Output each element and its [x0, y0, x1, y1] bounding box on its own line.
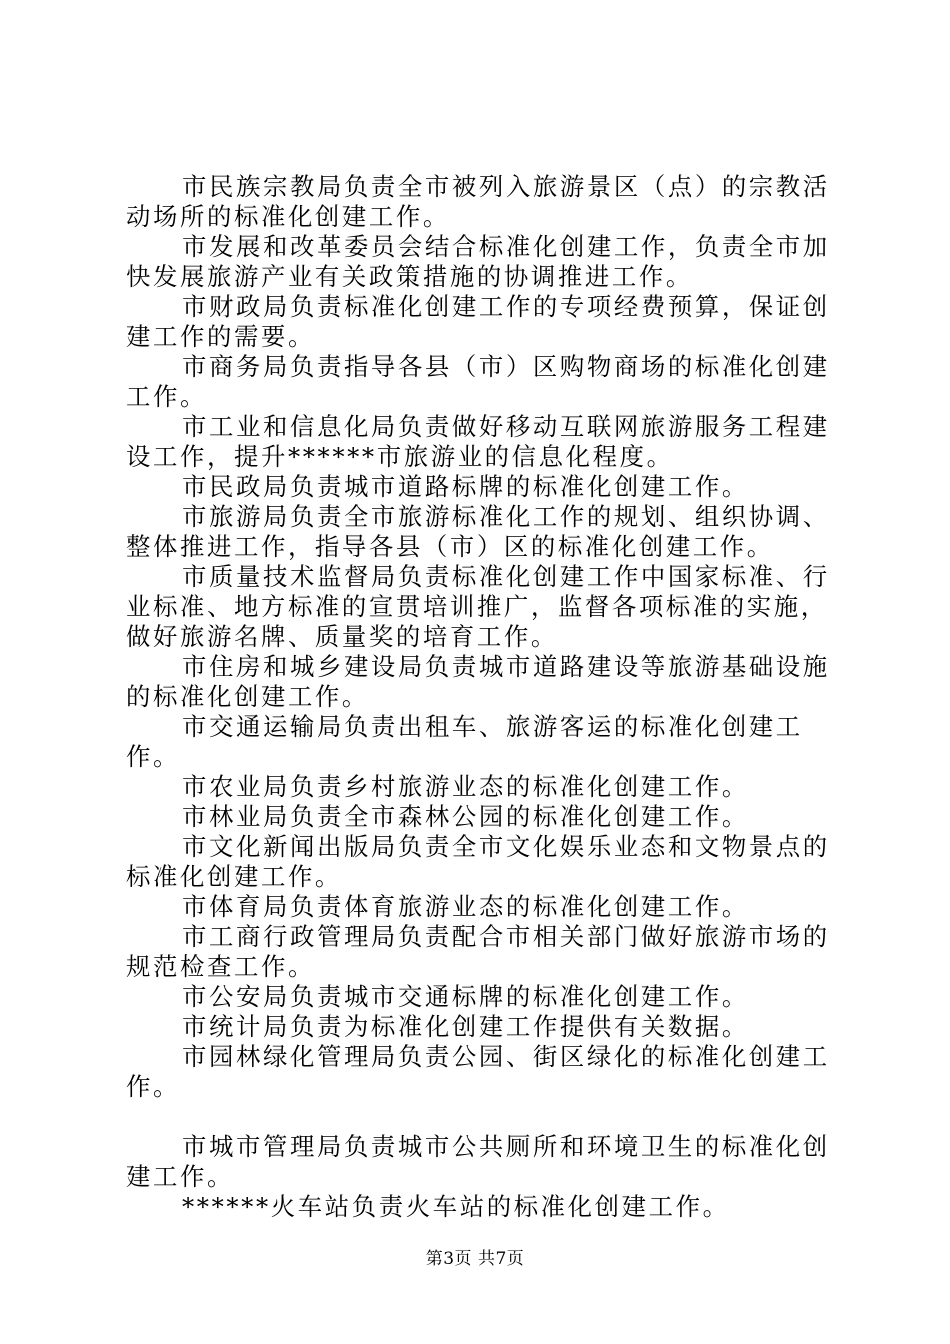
paragraph-railway-station: ******火车站负责火车站的标准化创建工作。	[182, 1192, 730, 1221]
paragraph-commerce: 市商务局负责指导各县（市）区购物商场的标准化创建工作。	[126, 352, 830, 411]
paragraph-city-management: 市城市管理局负责城市公共厕所和环境卫生的标准化创建工作。	[126, 1132, 830, 1191]
paragraph-statistics: 市统计局负责为标准化创建工作提供有关数据。	[182, 1012, 749, 1041]
paragraph-civil-affairs: 市民政局负责城市道路标牌的标准化创建工作。	[182, 472, 749, 501]
paragraph-landscaping: 市园林绿化管理局负责公园、街区绿化的标准化创建工作。	[126, 1042, 830, 1101]
paragraph-sports: 市体育局负责体育旅游业态的标准化创建工作。	[182, 892, 749, 921]
paragraph-transport: 市交通运输局负责出租车、旅游客运的标准化创建工作。	[126, 712, 803, 771]
paragraph-forestry: 市林业局负责全市森林公园的标准化创建工作。	[182, 802, 749, 831]
paragraph-industry-commerce-admin: 市工商行政管理局负责配合市相关部门做好旅游市场的规范检查工作。	[126, 922, 830, 981]
page-number-footer: 第3页 共7页	[425, 1249, 525, 1269]
paragraph-religious-affairs: 市民族宗教局负责全市被列入旅游景区（点）的宗教活动场所的标准化创建工作。	[126, 172, 830, 231]
paragraph-public-security: 市公安局负责城市交通标牌的标准化创建工作。	[182, 982, 749, 1011]
paragraph-agriculture: 市农业局负责乡村旅游业态的标准化创建工作。	[182, 772, 749, 801]
paragraph-tourism: 市旅游局负责全市旅游标准化工作的规划、组织协调、整体推进工作，指导各县（市）区的标准化创建工作。	[126, 502, 830, 561]
document-body	[126, 172, 841, 1222]
paragraph-quality-supervision: 市质量技术监督局负责标准化创建工作中国家标准、行业标准、地方标准的宣贯培训推广，监督各项标准的实施，做好旅游名牌、质量奖的培育工作。	[126, 562, 830, 651]
paragraph-housing-construction: 市住房和城乡建设局负责城市道路建设等旅游基础设施的标准化创建工作。	[126, 652, 830, 711]
paragraph-finance: 市财政局负责标准化创建工作的专项经费预算，保证创建工作的需要。	[126, 292, 830, 351]
paragraph-culture-press: 市文化新闻出版局负责全市文化娱乐业态和文物景点的标准化创建工作。	[126, 832, 830, 891]
paragraph-development-reform: 市发展和改革委员会结合标准化创建工作，负责全市加快发展旅游产业有关政策措施的协调推进工作。	[126, 232, 830, 291]
paragraph-industry-it: 市工业和信息化局负责做好移动互联网旅游服务工程建设工作，提升******市旅游业的信息化程度。	[126, 412, 830, 471]
